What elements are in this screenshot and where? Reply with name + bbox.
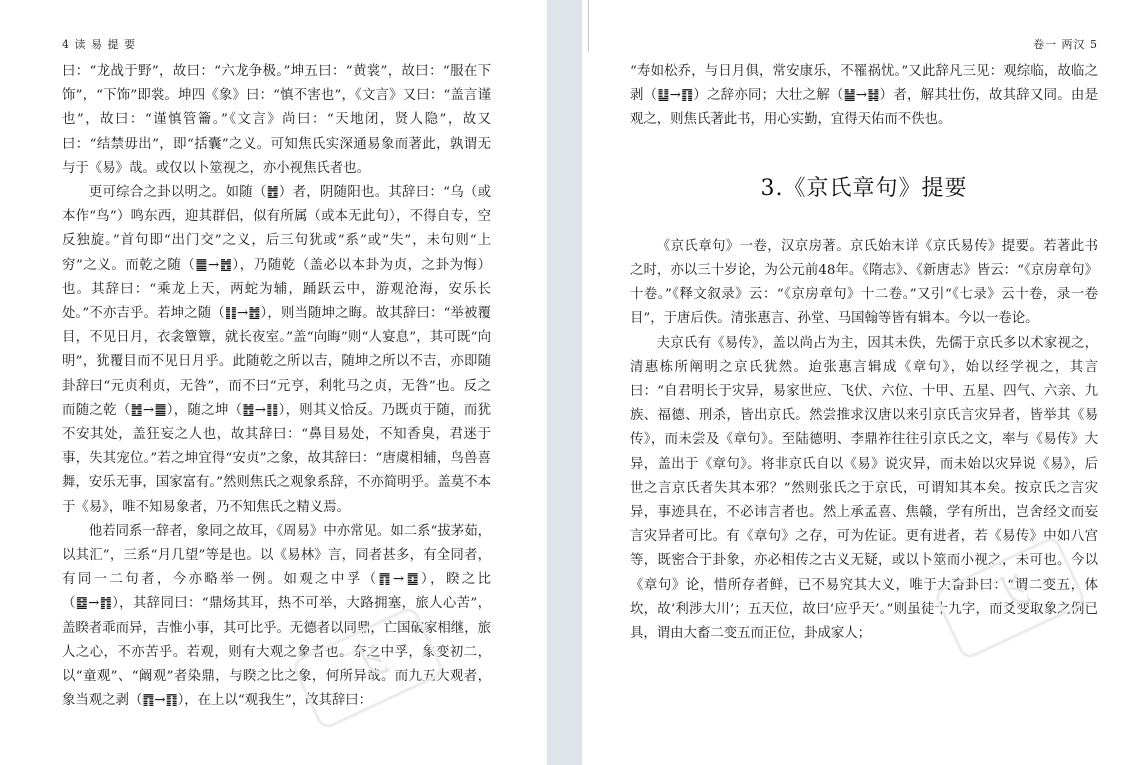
left-page-header: 4 读 易 提 要 <box>62 38 136 51</box>
left-paragraph: 更可综合之卦以明之。如随（䷐）者，阴随阳也。其辞曰：“乌（或本作“鸟”）鸣东西，迎其群侣，似有所属（或本无此句），不得自专，空反独旋。”首句即“出门交”之义，后三句犹或“系”或“失”，未句则“上穷”之义。而乾之随（䷀→䷐），乃随乾（盖必以本卦为贞，之卦为悔）也。其辞曰：“乘龙上天，两蛇为辅，踊跃云中，游观沧海，安乐长处。”不亦吉乎。若坤之随（䷁→䷐），则当随坤之晦。故其辞曰：“举被覆目，不见日月，衣衾簟簟，就长夜室。”盖“向晦”则“人宴息”，其可既“向明”，犹覆目而不见日月乎。此随乾之所以吉，随坤之所以不吉，亦即随卦辞曰“元贞利贞，无咎”，而不曰“元亨，利牝马之贞，无咎”也。反之而随之乾（䷐→䷀），随之坤（䷐→䷁），则其义恰反。乃既贞于随，而犹不安其处，盖狂妄之人也，故其辞曰：“鼻目易处，不知香臭，君迷于事，失其宠位。”若之坤宜得“安贞”之象，故其辞曰：“唐虞相辅，鸟兽喜舞，安乐无事，国家富有。”然则焦氏之观象系辞，不亦简明乎。盖莫不本于《易》，唯不知易象者，乃不知焦氏之精义焉。 <box>62 185 491 515</box>
left-page-body <box>62 60 491 713</box>
page-gutter <box>547 0 582 765</box>
watermark-stamp: 飞 <box>290 605 445 731</box>
right-paragraph: 《京氏章句》一卷，汉京房著。京氏始末详《京氏易传》提要。若著此书之时，亦以三十岁论，为公元前48年。《隋志》、《新唐志》皆云：“《京房章句》十卷。”《释文叙录》云：“《京房章句》十二卷。”又引“《七录》云十卷，录一卷目”，于唐后佚。清张惠言、孙堂、马国翰等皆有辑本。今以一卷论。 <box>630 238 1098 327</box>
page-edge-marker <box>588 0 589 52</box>
right-page <box>582 0 1128 765</box>
section-title: 3.《京氏章句》提要 <box>760 175 968 201</box>
watermark-stamp: 飞 <box>932 535 1087 661</box>
left-paragraph: 曰：“龙战于野”，故曰：“六龙争极。”坤五曰：“黄裳”，故曰：“服在下饰”，“下饰”即裳。坤四《象》曰：“慎不害也”，《文言》又曰：“盖言谨也”，故曰：“谨慎管籥。”《文言》尚曰：“天地闭，贤人隐”，故又曰：“结禁毋出”，即“括囊”之义。可知焦氏实深通易象而著此，孰谓无与于《易》哉。或仅以卜筮视之，亦小视焦氏者也。 <box>62 64 491 176</box>
right-paragraph: 夫京氏有《易传》，盖以尚占为主，因其未佚，先儒于京氏多以术家视之，清惠栋所阐明之京氏犹然。迨张惠言辑成《章句》，始以经学视之，其言曰：“自君明长于灾异，易家世应、飞伏、六位、十甲、五星、四气、六亲、九族、福德、刑杀，皆出京氏。然尝推求汉唐以来引京氏言灾异者，皆举其《易传》，而未尝及《章句》。至陆德明、李鼎祚往往引京氏之文，率与《易传》大异，盖出于《章句》。将非京氏自以《易》说灾异，而未始以灾异说《易》，后世之言京氏者失其本邪？”然则张氏之于京氏，可谓知其本矣。按京氏之言灾异，事迹具在，不必讳言者也。然上承孟喜、焦赣，学有所出，岂舍经文而妄言灾异者可比。有《章句》之存，可为佐证。更有进者，若《易传》中如八宫等，既密合于卦象，亦必相传之古义无疑，或以卜筮而小视之，未可也。今以《章句》论，惜所存者鲜，已不易究其大义，唯于大畜卦曰：“谓二变五，体坎，故‘利涉大川’；五天位，故曰‘应乎天’。”则虽徒十九字，而爻变取象之例已具，谓由大畜二变五而正位，卦成家人； <box>630 335 1098 642</box>
left-paragraph: 他若同系一辞者，象同之故耳，《周易》中亦常见。如二系“拔茅茹，以其汇”，三系“月几望”等是也。以《易林》言，同者甚多，有全同者，有同一二句者，今亦略举一例。如观之中孚（䷓→䷼），睽之比（䷥→䷇），其辞同曰：“鼎炀其耳，热不可举，大路拥塞，旅人心苦”，盖睽者乖而异，吉惟小事，其可比乎。无德者以同鼎，亡国破家相继，旅人之心，不亦苦乎。若观，则有大观之象者也。奈之中孚，象变初二，以“童观”、“阚观”者染鼎，与睽之比之象，何所异哉。而九五大观者，象当观之剥（䷓→䷖），在上以“观我生”，故其辞曰： <box>62 523 491 709</box>
right-continuation-paragraph: “寿如松乔，与日月俱，常安康乐，不罹祸忧。”又此辞凡三见：观综临，故临之剥（䷒→䷖）之辞亦同；大壮之解（䷡→䷧）者，解其壮伤，故其辞又同。由是观之，则焦氏著此书，用心实勤，宜得天佑而不佚也。 <box>630 64 1098 128</box>
left-page <box>0 0 547 765</box>
right-page-body <box>630 60 1098 646</box>
right-page-header: 卷一 两汉 5 <box>1033 38 1098 51</box>
